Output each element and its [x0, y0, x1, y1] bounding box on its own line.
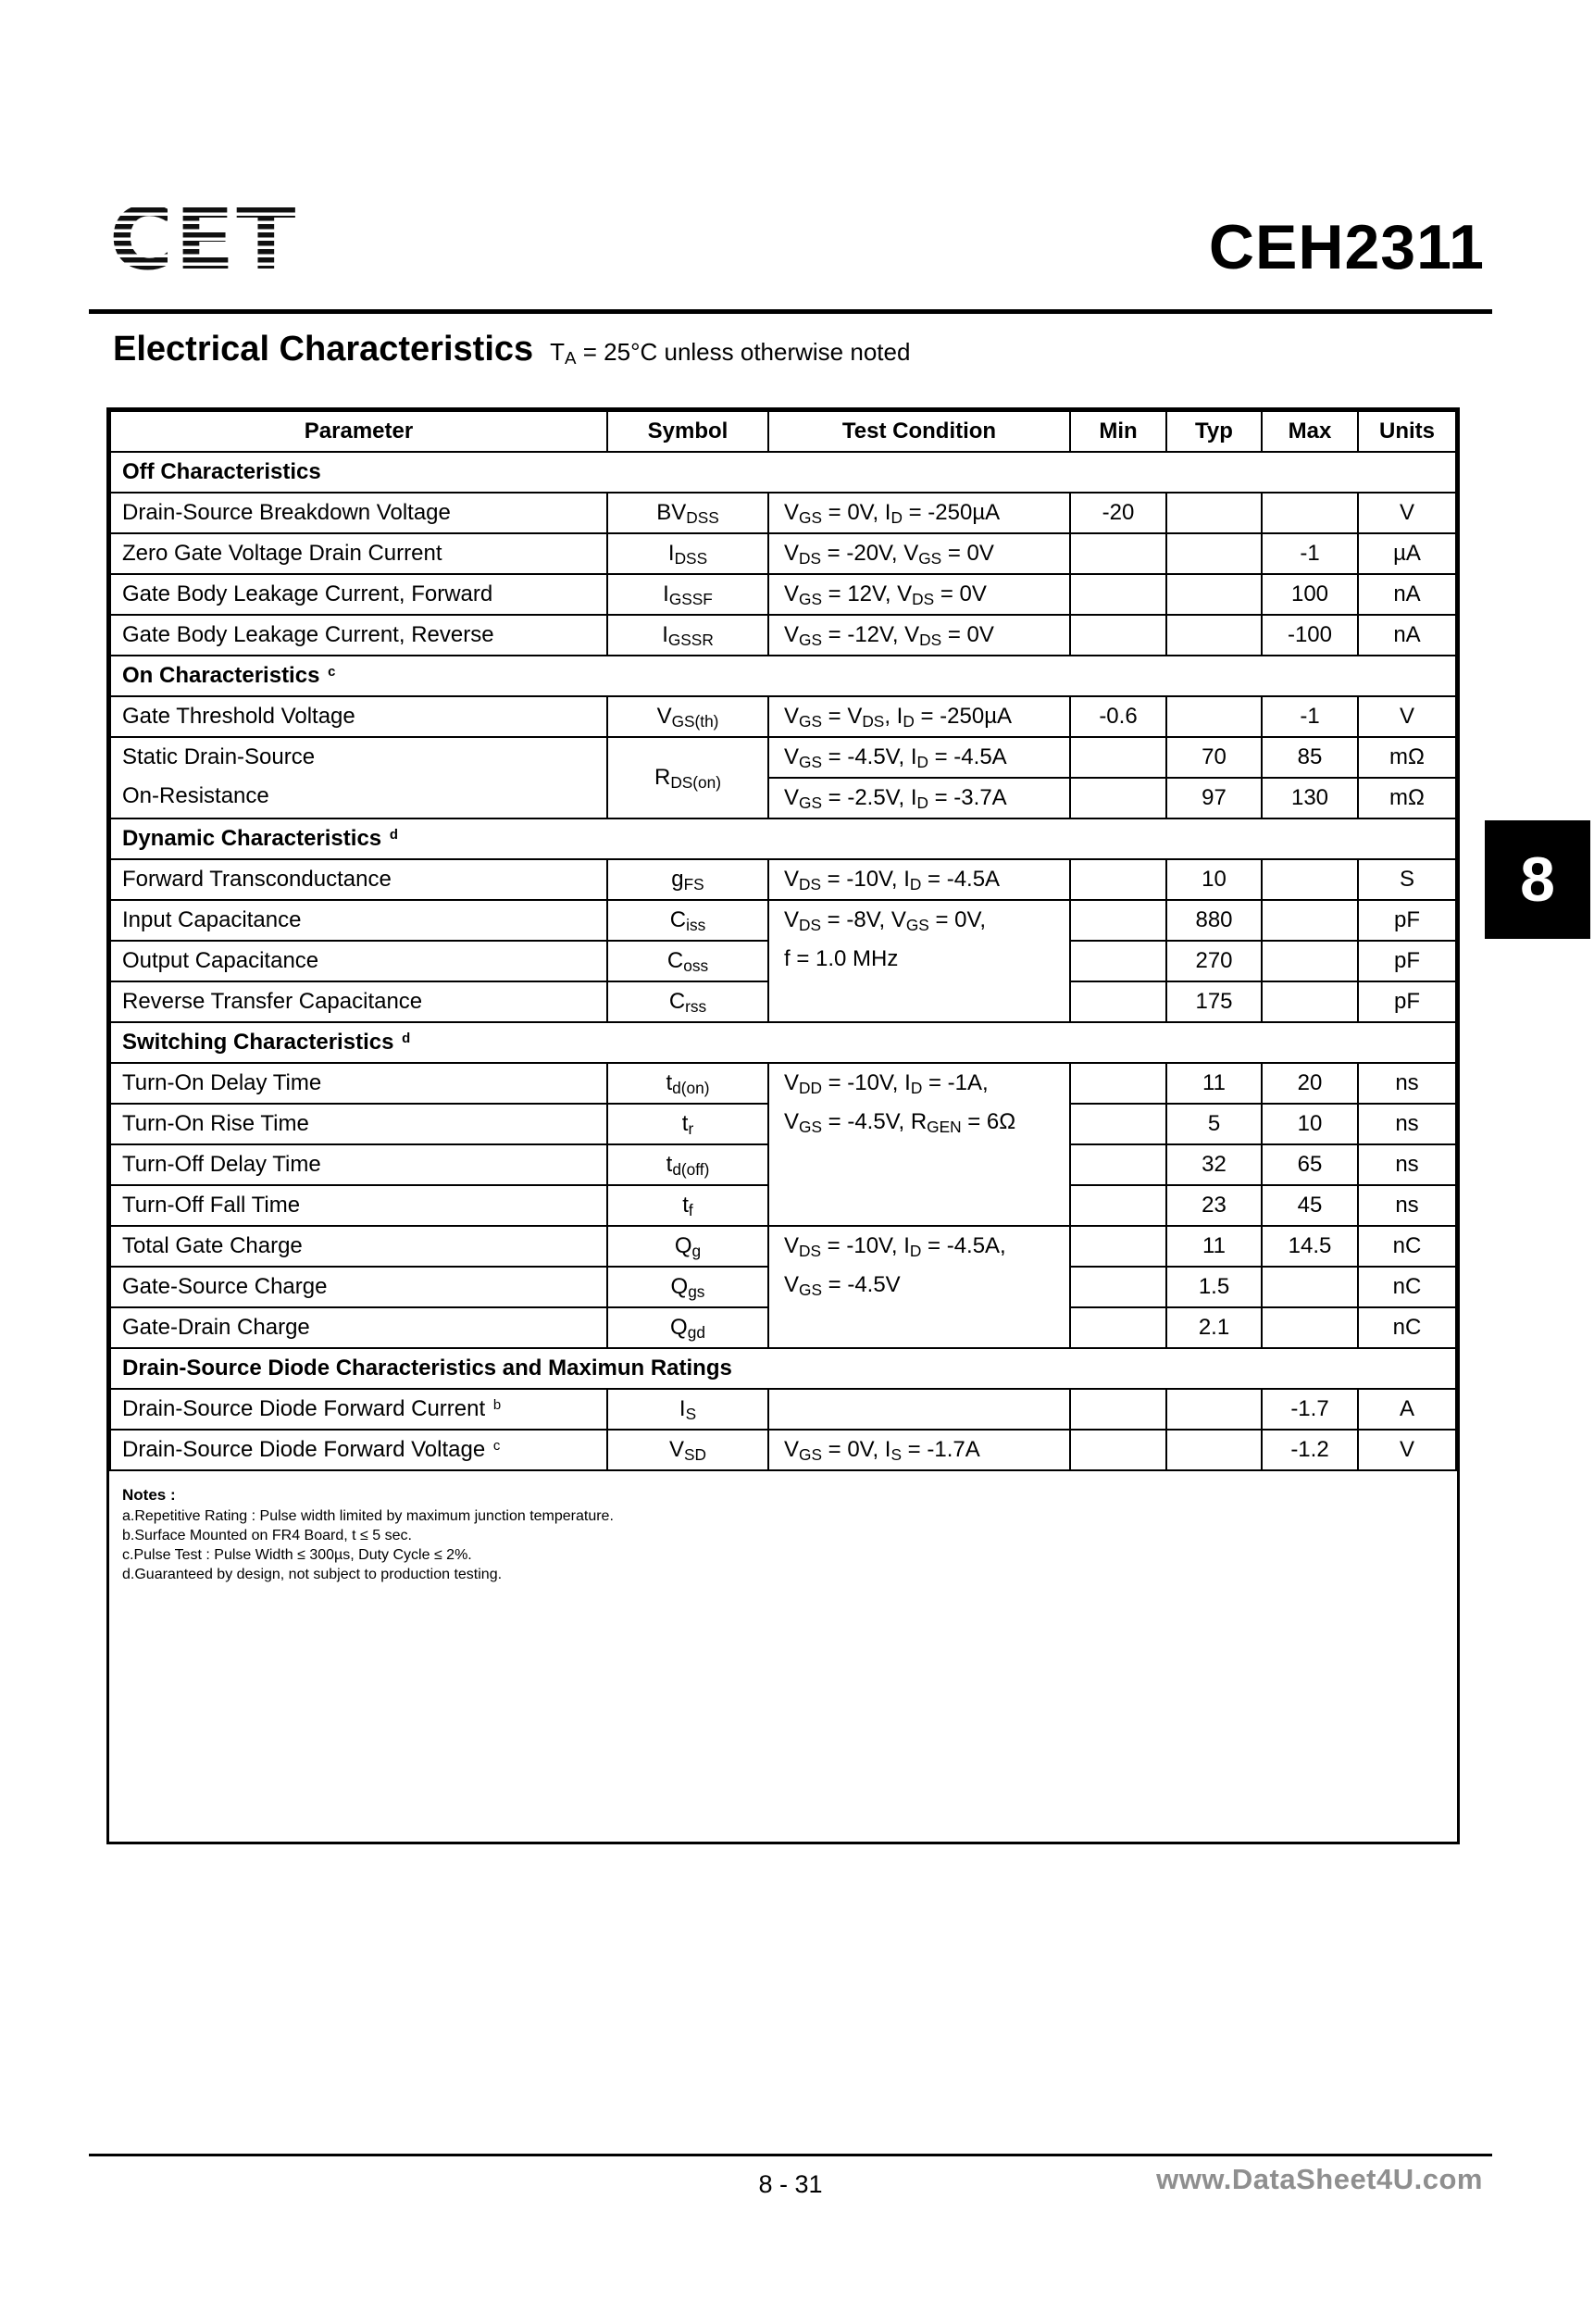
table-cell: 1.5: [1166, 1267, 1262, 1307]
column-header: Symbol: [607, 411, 768, 452]
table-row: [110, 574, 1456, 615]
table-cell: -1: [1262, 696, 1358, 737]
table-cell: [1166, 1430, 1262, 1470]
table-cell: Turn-On Delay Time: [110, 1063, 607, 1104]
table-row: [110, 1430, 1456, 1470]
table-row: [110, 1389, 1456, 1430]
table-cell: V: [1358, 493, 1456, 533]
table-cell: 270: [1166, 941, 1262, 981]
table-cell: Input Capacitance: [110, 900, 607, 941]
table-cell: 11: [1166, 1226, 1262, 1267]
note-item: a.Repetitive Rating : Pulse width limited by maximum junction temperature.: [122, 1508, 614, 1524]
column-header: Min: [1070, 411, 1166, 452]
table-cell: [1070, 1226, 1166, 1267]
table-cell: $I_{DSS}$: [607, 533, 768, 574]
section-title: Switching Characteristics $^d$: [110, 1022, 1456, 1063]
table-header-row: [110, 411, 1456, 452]
table-cell: $V_{DD} = -10V$, $I_D = -1A$, $V_{GS} = -4.5V$, $R_{GEN} = 6\Omega$: [768, 1063, 1070, 1226]
table-cell: Total Gate Charge: [110, 1226, 607, 1267]
table-row: [110, 696, 1456, 737]
table-cell: [1070, 1267, 1166, 1307]
table-cell: [1070, 1104, 1166, 1144]
table-cell: [1070, 900, 1166, 941]
table-cell: [1070, 778, 1166, 818]
page-title: Electrical Characteristics: [113, 330, 534, 369]
table-cell: $V_{GS} = V_{DS}$, $I_D = -250\mu A$: [768, 696, 1070, 737]
table-cell: [1070, 1430, 1166, 1470]
table-cell: [768, 1389, 1070, 1430]
column-header: Max: [1262, 411, 1358, 452]
table-cell: [1166, 533, 1262, 574]
table-cell: 65: [1262, 1144, 1358, 1185]
table-cell: $C_{oss}$: [607, 941, 768, 981]
table-cell: $BV_{DSS}$: [607, 493, 768, 533]
table-row: [110, 859, 1456, 900]
table-cell: [1070, 1307, 1166, 1348]
section-title: Drain-Source Diode Characteristics and Maximun Ratings: [110, 1348, 1456, 1389]
table-cell: $g_{FS}$: [607, 859, 768, 900]
characteristics-table-box: [106, 407, 1460, 1844]
table-cell: $C_{iss}$: [607, 900, 768, 941]
table-cell: $t_f$: [607, 1185, 768, 1226]
note-item: c.Pulse Test : Pulse Width ≤ 300µs, Duty Cycle ≤ 2%.: [122, 1547, 472, 1563]
table-cell: Gate-Source Charge: [110, 1267, 607, 1307]
notes-title: Notes :: [122, 1486, 176, 1504]
table-cell: [1070, 859, 1166, 900]
table-row: [110, 737, 1456, 778]
table-cell: Drain-Source Diode Forward Current $^b$: [110, 1389, 607, 1430]
table-cell: [1262, 493, 1358, 533]
table-row: [110, 1226, 1456, 1267]
table-cell: $I_S$: [607, 1389, 768, 1430]
table-cell: mΩ: [1358, 737, 1456, 778]
table-cell: pF: [1358, 981, 1456, 1022]
table-section-row: [110, 818, 1456, 859]
table-cell: mΩ: [1358, 778, 1456, 818]
table-cell: -1: [1262, 533, 1358, 574]
table-cell: 70: [1166, 737, 1262, 778]
table-row: [110, 533, 1456, 574]
table-row: [110, 900, 1456, 941]
characteristics-table: [109, 410, 1457, 1471]
table-cell: [1262, 981, 1358, 1022]
table-cell: [1262, 900, 1358, 941]
table-cell: pF: [1358, 900, 1456, 941]
table-cell: $Q_g$: [607, 1226, 768, 1267]
table-cell: $V_{GS} = 0V$, $I_D = -250\mu A$: [768, 493, 1070, 533]
table-cell: 20: [1262, 1063, 1358, 1104]
table-cell: nA: [1358, 574, 1456, 615]
table-cell: 175: [1166, 981, 1262, 1022]
table-cell: $t_{d(on)}$: [607, 1063, 768, 1104]
table-cell: 5: [1166, 1104, 1262, 1144]
table-cell: 10: [1262, 1104, 1358, 1144]
cet-logo: [107, 191, 341, 285]
table-cell: $V_{GS} = -4.5V$, $I_D = -4.5A$: [768, 737, 1070, 778]
table-cell: [1070, 1389, 1166, 1430]
table-cell: $V_{GS} = 0V$, $I_S = -1.7A$: [768, 1430, 1070, 1470]
table-cell: -20: [1070, 493, 1166, 533]
table-cell: nC: [1358, 1307, 1456, 1348]
table-cell: ns: [1358, 1144, 1456, 1185]
table-cell: 2.1: [1166, 1307, 1262, 1348]
table-cell: 32: [1166, 1144, 1262, 1185]
table-cell: 14.5: [1262, 1226, 1358, 1267]
table-cell: [1070, 1185, 1166, 1226]
table-cell: ns: [1358, 1104, 1456, 1144]
table-cell: Drain-Source Diode Forward Voltage $^c$: [110, 1430, 607, 1470]
table-cell: Gate Body Leakage Current, Forward: [110, 574, 607, 615]
table-cell: Gate-Drain Charge: [110, 1307, 607, 1348]
section-title: Dynamic Characteristics $^d$: [110, 818, 1456, 859]
table-cell: ns: [1358, 1185, 1456, 1226]
table-cell: Gate Body Leakage Current, Reverse: [110, 615, 607, 656]
table-section-row: [110, 656, 1456, 696]
watermark: www.DataSheet4U.com: [1156, 2163, 1483, 2195]
table-cell: 85: [1262, 737, 1358, 778]
note-item: d.Guaranteed by design, not subject to production testing.: [122, 1567, 503, 1582]
table-cell: $V_{DS} = -8V$, $V_{GS} = 0V$, f = 1.0 MHz: [768, 900, 1070, 1022]
table-cell: [1070, 533, 1166, 574]
page-number: 8 - 31: [758, 2170, 823, 2198]
table-cell: [1166, 1389, 1262, 1430]
table-cell: [1070, 737, 1166, 778]
table-cell: Static Drain-Source On-Resistance: [110, 737, 607, 818]
table-cell: A: [1358, 1389, 1456, 1430]
table-cell: [1166, 574, 1262, 615]
table-row: [110, 615, 1456, 656]
column-header: Typ: [1166, 411, 1262, 452]
table-cell: $t_r$: [607, 1104, 768, 1144]
table-cell: $V_{DS} = -10V$, $I_D = -4.5A$: [768, 859, 1070, 900]
table-cell: [1262, 1307, 1358, 1348]
table-cell: [1070, 941, 1166, 981]
notes: [109, 1471, 1457, 1584]
table-cell: [1262, 859, 1358, 900]
table-section-row: [110, 1022, 1456, 1063]
table-section-row: [110, 1348, 1456, 1389]
table-cell: -100: [1262, 615, 1358, 656]
table-cell: nC: [1358, 1226, 1456, 1267]
table-cell: $V_{GS} = -12V$, $V_{DS} = 0V$: [768, 615, 1070, 656]
table-cell: [1070, 981, 1166, 1022]
table-cell: Gate Threshold Voltage: [110, 696, 607, 737]
table-cell: ns: [1358, 1063, 1456, 1104]
footer-rule: [89, 2154, 1492, 2156]
table-cell: Forward Transconductance: [110, 859, 607, 900]
notes-list: [122, 1506, 1457, 1584]
table-cell: $V_{SD}$: [607, 1430, 768, 1470]
table-cell: [1166, 615, 1262, 656]
table-cell: 45: [1262, 1185, 1358, 1226]
table-cell: µA: [1358, 533, 1456, 574]
table-cell: [1262, 941, 1358, 981]
table-cell: $V_{DS} = -20V$, $V_{GS} = 0V$: [768, 533, 1070, 574]
table-cell: Turn-Off Fall Time: [110, 1185, 607, 1226]
table-section-row: [110, 452, 1456, 493]
section-tab: 8: [1485, 820, 1590, 939]
table-cell: S: [1358, 859, 1456, 900]
header-rule: [89, 309, 1492, 314]
table-row: [110, 1063, 1456, 1104]
table-cell: nC: [1358, 1267, 1456, 1307]
table-cell: $Q_{gs}$: [607, 1267, 768, 1307]
section-title: Off Characteristics: [110, 452, 1456, 493]
table-cell: $t_{d(off)}$: [607, 1144, 768, 1185]
table-cell: $C_{rss}$: [607, 981, 768, 1022]
table-cell: $I_{GSSR}$: [607, 615, 768, 656]
table-cell: Drain-Source Breakdown Voltage: [110, 493, 607, 533]
section-title: On Characteristics $^c$: [110, 656, 1456, 696]
table-cell: 11: [1166, 1063, 1262, 1104]
table-cell: V: [1358, 1430, 1456, 1470]
table-cell: Turn-On Rise Time: [110, 1104, 607, 1144]
part-number: CEH2311: [1208, 212, 1485, 282]
table-cell: [1070, 1063, 1166, 1104]
table-cell: $V_{GS} = -2.5V$, $I_D = -3.7A$: [768, 778, 1070, 818]
table-cell: [1070, 574, 1166, 615]
table-cell: Zero Gate Voltage Drain Current: [110, 533, 607, 574]
cet-logo-text: CET: [109, 191, 298, 285]
table-cell: [1262, 1267, 1358, 1307]
table-cell: 10: [1166, 859, 1262, 900]
table-cell: [1166, 493, 1262, 533]
table-cell: 100: [1262, 574, 1358, 615]
table-cell: [1070, 615, 1166, 656]
title-row: [113, 330, 910, 369]
table-cell: $V_{GS(th)}$: [607, 696, 768, 737]
column-header: Units: [1358, 411, 1456, 452]
table-cell: Reverse Transfer Capacitance: [110, 981, 607, 1022]
table-cell: [1070, 1144, 1166, 1185]
table-cell: $R_{DS(on)}$: [607, 737, 768, 818]
table-cell: Turn-Off Delay Time: [110, 1144, 607, 1185]
table-cell: $I_{GSSF}$: [607, 574, 768, 615]
note-item: b.Surface Mounted on FR4 Board, t ≤ 5 sec.: [122, 1528, 412, 1543]
table-cell: Output Capacitance: [110, 941, 607, 981]
table-cell: 130: [1262, 778, 1358, 818]
table-cell: pF: [1358, 941, 1456, 981]
table-cell: 23: [1166, 1185, 1262, 1226]
table-cell: 880: [1166, 900, 1262, 941]
table-cell: $V_{DS} = -10V$, $I_D = -4.5A$, $V_{GS} = -4.5V$: [768, 1226, 1070, 1348]
table-cell: $Q_{gd}$: [607, 1307, 768, 1348]
title-note: $T_A = 25^\circ C$ unless otherwise noted: [550, 338, 911, 369]
table-cell: 97: [1166, 778, 1262, 818]
table-cell: -1.2: [1262, 1430, 1358, 1470]
column-header: Test Condition: [768, 411, 1070, 452]
table-cell: $V_{GS} = 12V$, $V_{DS} = 0V$: [768, 574, 1070, 615]
column-header: Parameter: [110, 411, 607, 452]
table-row: [110, 493, 1456, 533]
table-body: [110, 411, 1456, 1470]
table-cell: [1166, 696, 1262, 737]
table-cell: V: [1358, 696, 1456, 737]
table-cell: -0.6: [1070, 696, 1166, 737]
table-cell: nA: [1358, 615, 1456, 656]
table-cell: -1.7: [1262, 1389, 1358, 1430]
